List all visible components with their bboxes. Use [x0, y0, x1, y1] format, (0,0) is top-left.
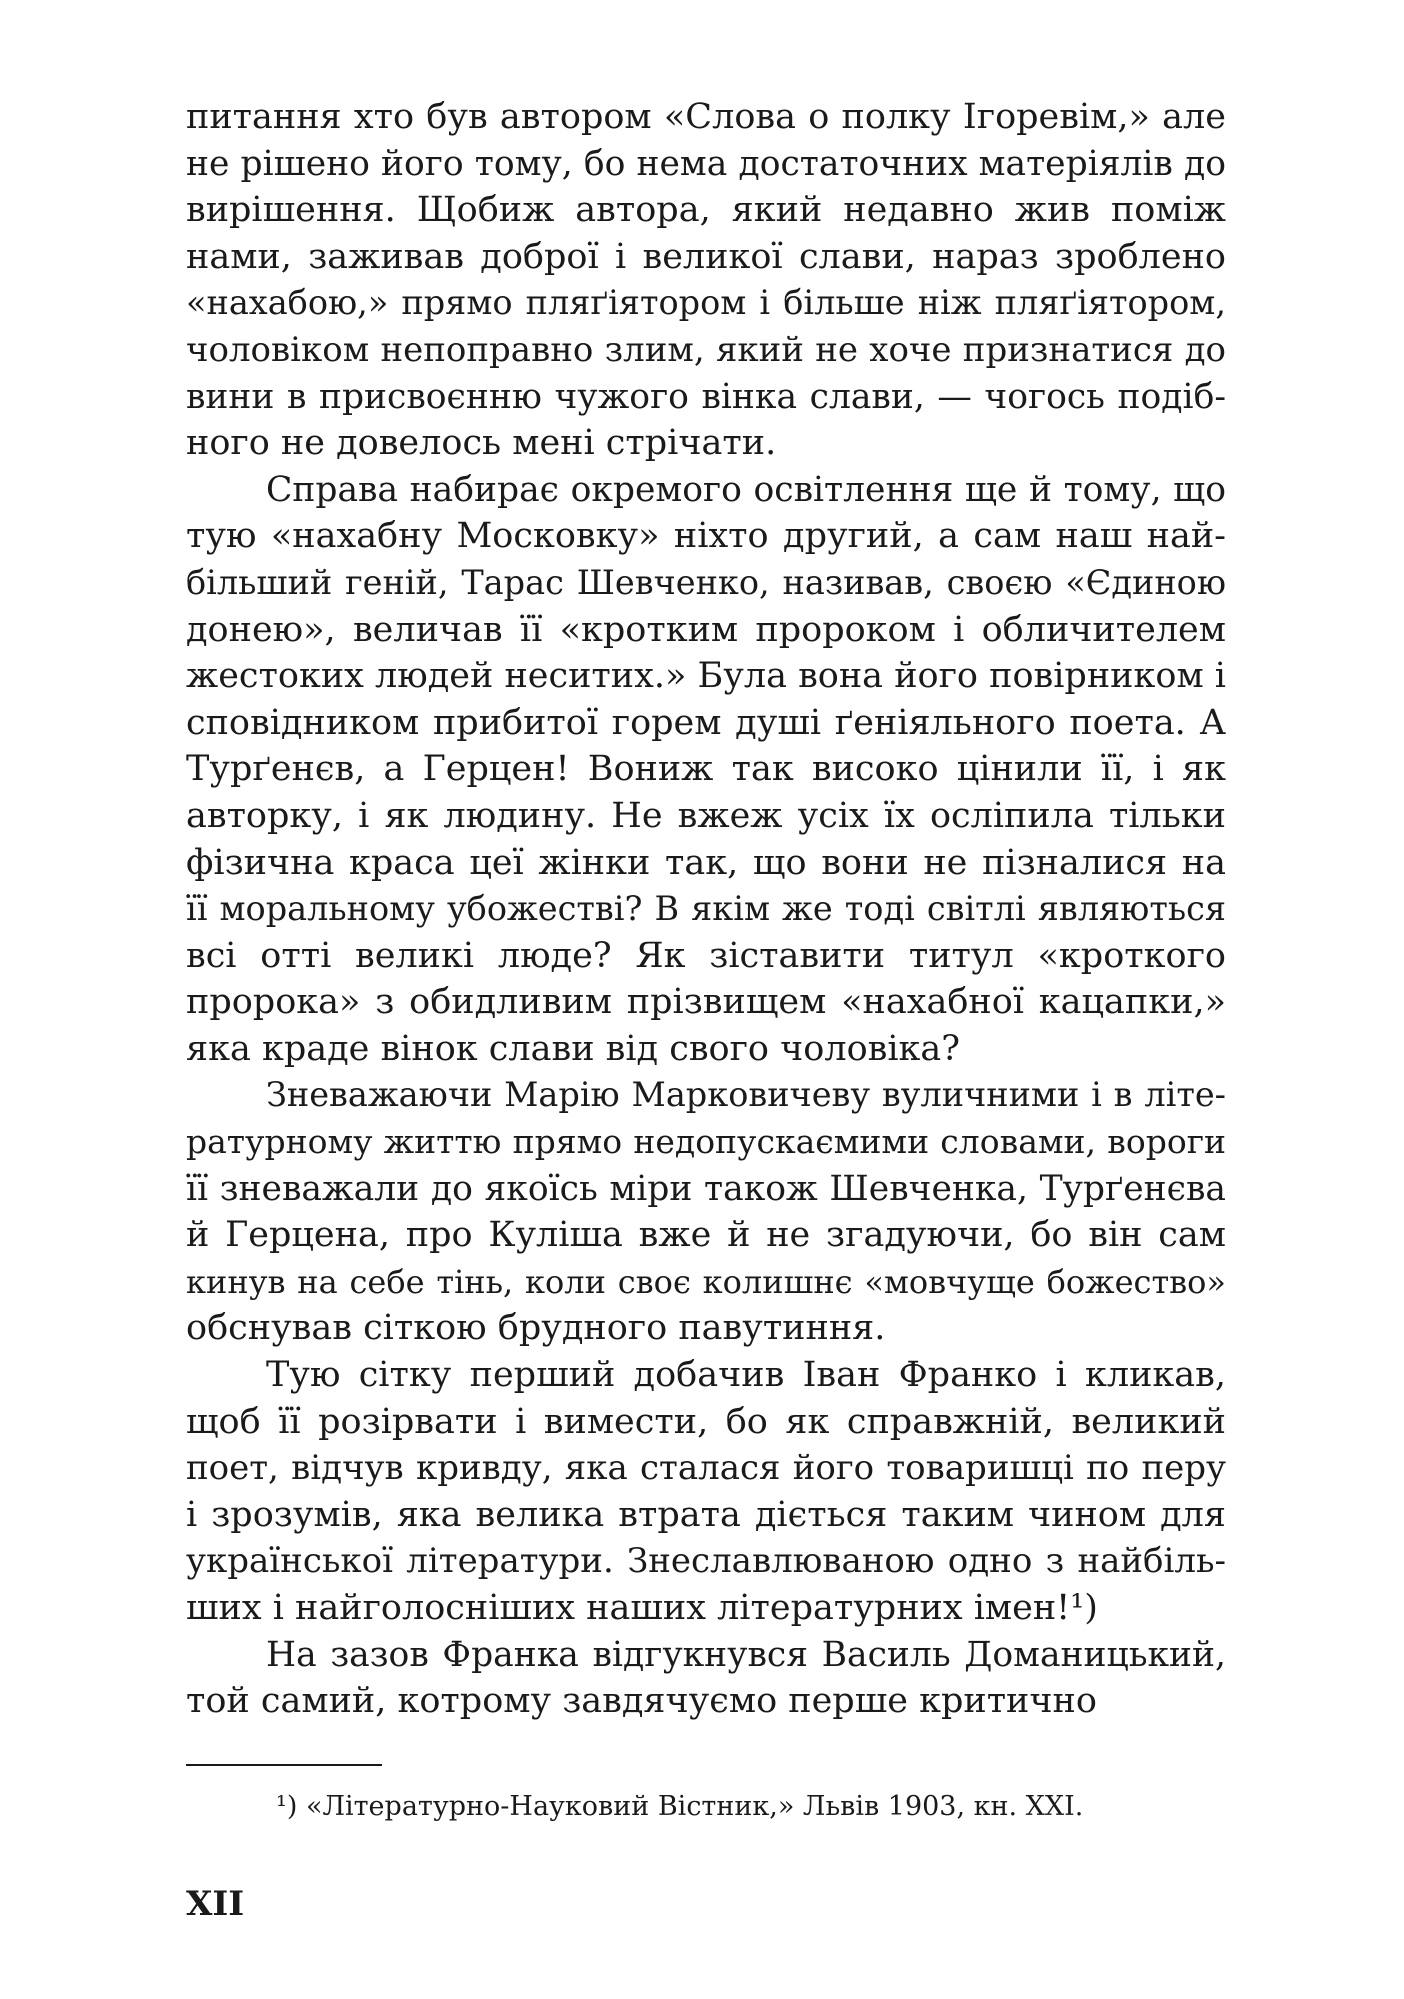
- text-line: ратурному життю прямо недопускаємими словами, вороги: [186, 1122, 1226, 1162]
- text-line: Зневажаючи Марію Марковичеву вуличними і в літе-: [266, 1075, 1226, 1115]
- text-line: її зневажали до якоїсь міри також Шевченка, Турґенєва: [186, 1168, 1226, 1209]
- text-line: На зазов Франка відгукнувся Василь Доманицький,: [266, 1634, 1226, 1675]
- text-line: донею», величав її «кротким пророком і обличителем: [186, 609, 1226, 650]
- text-line: поет, відчув кривду, яка сталася його товаришці по перу: [186, 1448, 1226, 1489]
- text-line: всі отті великі люде? Як зіставити титул «кроткого: [186, 935, 1226, 976]
- text-line: сповідником прибитої горем душі ґеніяльного поета. А: [186, 702, 1226, 743]
- text-line: обснував сіткою брудного павутиння.: [186, 1308, 886, 1349]
- text-line: більший геній, Тарас Шевченко, називав, своєю «Єдиною: [186, 562, 1226, 602]
- footnote-divider: [186, 1764, 382, 1766]
- text-line: Турґенєв, а Герцен! Вониж так високо цінили її, і як: [186, 749, 1226, 790]
- text-line: Справа набирає окремого освітлення ще й тому, що: [266, 469, 1226, 510]
- footnote: ¹) «Літературно-Науковий Вістник,» Львів 1903, кн. XXI.: [276, 1791, 1084, 1822]
- text-line: чоловіком непоправно злим, який не хоче признатися до: [186, 329, 1226, 370]
- text-line: кинув на себе тінь, коли своє колишнє «мовчуще божество»: [186, 1262, 1226, 1301]
- text-line: «нахабою,» прямо пляґіятором і більше ніж пляґіятором,: [186, 283, 1226, 323]
- text-line: й Герцена, про Куліша вже й не згадуючи, бо він сам: [186, 1215, 1226, 1256]
- text-line: ших і найголосніших наших літературних імен!¹): [186, 1588, 1098, 1628]
- text-line: Тую сітку перший добачив Іван Франко і кликав,: [266, 1355, 1226, 1396]
- page-number: XII: [186, 1884, 245, 1924]
- text-line: тую «нахабну Московку» ніхто другий, а сам наш най-: [186, 516, 1226, 557]
- text-line: її моральному убожестві? В якім же тоді світлі являються: [186, 889, 1226, 929]
- paragraph: [186, 1072, 1226, 1352]
- text-line: вини в присвоєнню чужого вінка слави, — чогось подіб-: [186, 376, 1226, 417]
- paragraph: [186, 1352, 1226, 1632]
- text-line: авторку, і як людину. Не вжеж усіх їх осліпила тільки: [186, 795, 1226, 836]
- text-line: української літератури. Знеславлюваною одно з найбіль-: [186, 1541, 1226, 1582]
- text-line: жестоких людей неситих.» Була вона його повірником і: [186, 656, 1226, 697]
- text-line: нами, заживав доброї і великої слави, нараз зроблено: [186, 236, 1226, 277]
- text-line: ного не довелось мені стрічати.: [186, 423, 777, 464]
- text-line: і зрозумів, яка велика втрата діється таким чином для: [186, 1494, 1226, 1535]
- body-text: [186, 94, 1226, 1725]
- text-line: яка краде вінок слави від свого чоловіка?: [186, 1028, 961, 1069]
- text-line: не рішено його тому, бо нема достаточних матеріялів до: [186, 143, 1226, 184]
- text-line: вирішення. Щобиж автора, який недавно жив поміж: [186, 190, 1226, 231]
- paragraph: [186, 467, 1226, 1073]
- paragraph: [186, 94, 1226, 467]
- text-line: той самий, котрому завдячуємо перше критично: [186, 1681, 1097, 1722]
- text-line: щоб її розірвати і вимести, бо як справжній, великий: [186, 1401, 1226, 1442]
- text-line: питання хто був автором «Слова о полку Ігоревім,» але: [186, 97, 1226, 137]
- text-line: пророка» з обидливим прізвищем «нахабної кацапки,»: [186, 982, 1226, 1023]
- text-line: фізична краса цеї жінки так, що вони не пізналися на: [186, 842, 1226, 883]
- paragraph: [186, 1632, 1226, 1725]
